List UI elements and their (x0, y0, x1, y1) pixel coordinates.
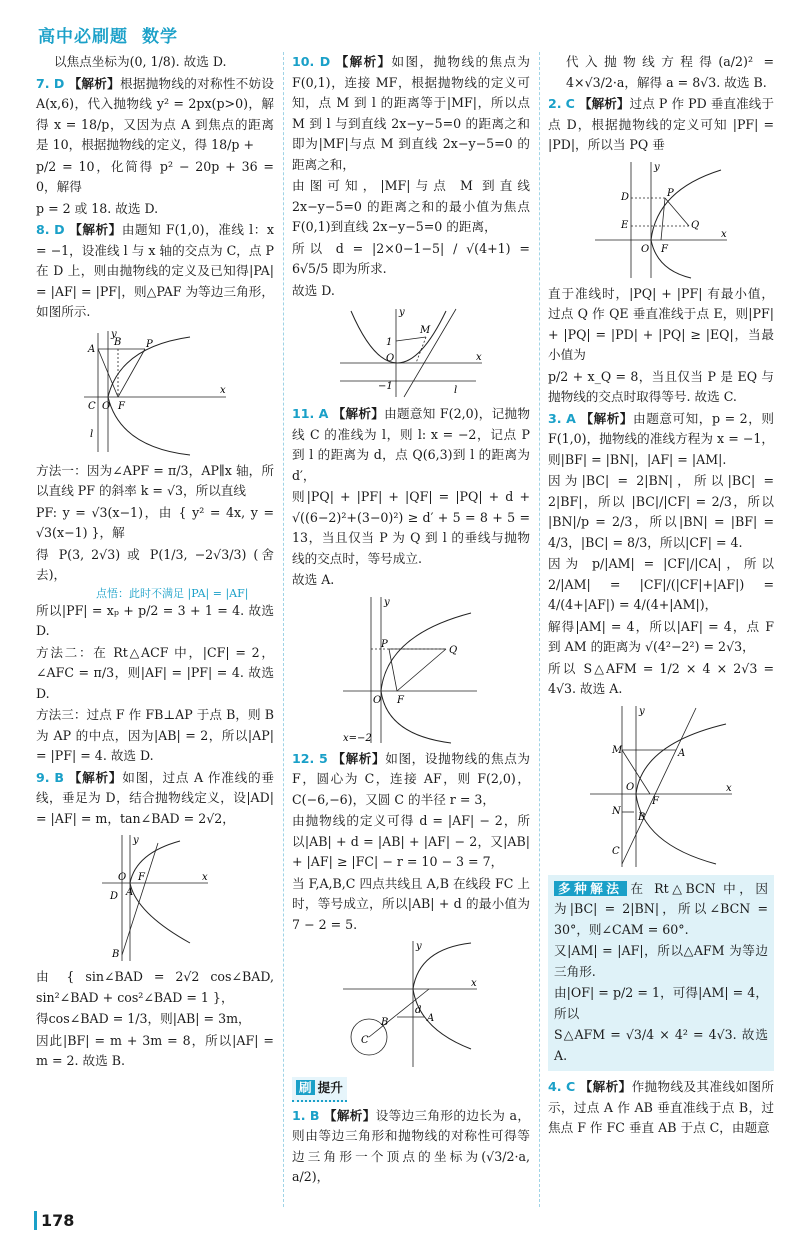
solution-text: p/2 + x_Q = 8，当且仅当 P 是 EQ 与抛物线的交点时取得等号. 故选 C. (548, 368, 774, 404)
analysis-tag: 【解析】 (579, 1079, 632, 1094)
solution-1 (292, 1106, 530, 1188)
solution-text: 根据抛物线的对称性不妨设A(x,6)，代入抛物线 y² = 2px(p>0)，解得 x = 18/p，又因为点 A 到焦点的距离是 10，根据抛物线的定义，得 18/p + (36, 75, 274, 152)
solution-9 (36, 768, 274, 830)
solution-text: 因为|BC| = 2|BN|，所以|BC| = 2|BF|，所以 |BC|/|CF| = 2/3，所以 |BN|/p = 2/3，所以|BN| = |BF| = 4/3，|BC| = 8/3，所以|CF| = 4. (548, 473, 774, 550)
label-P: P (667, 187, 674, 199)
parabola-curve (108, 337, 190, 455)
solution-3 (548, 409, 774, 700)
label-l: l (90, 428, 94, 440)
segment-MF (396, 337, 426, 341)
method-3: 方法三：过点 F 作 FB⊥AP 于点 B，则 B 为 AP 的中点，因为|AB| = 2，所以|AP| = |PF| = 4. 故选 D. (36, 707, 274, 763)
analysis-tag: 【解析】 (332, 750, 386, 766)
label-A: A (126, 887, 134, 898)
answer-letter: B (309, 1107, 320, 1123)
solution-11 (292, 404, 530, 591)
box-text: 在 Rt△BCN 中，因为|BC| = 2|BN|，所以∠BCN = 30°，则∠CAM = 60°. (554, 880, 768, 937)
answer-letter: D (54, 222, 65, 237)
answer-letter: D (319, 54, 331, 69)
label-x: x (476, 352, 482, 363)
label-D: D (110, 891, 119, 902)
column-3 (548, 52, 774, 1140)
solution-text: 如图，过点 A 作准线的垂线，垂足为 D，结合抛物线定义，设|AD| = |AF| = m，tan∠BAD = 2√2， (36, 769, 274, 826)
figure-parabola-8 (80, 327, 230, 457)
figure-parabola-2 (591, 160, 731, 280)
figure-parabola-10 (336, 305, 486, 400)
label-directrix: x=−2 (343, 732, 372, 744)
column-divider (283, 52, 285, 1207)
answer-letter: D (53, 75, 65, 91)
solution-text: 所以|PF| = xₚ + p/2 = 3 + 1 = 4. 故选 D. (36, 602, 274, 638)
answer-letter: C (565, 96, 575, 111)
section-title: 提升 (317, 1080, 343, 1095)
label-y: y (416, 941, 422, 952)
label-M: M (420, 325, 431, 336)
question-number: 3. (548, 410, 562, 426)
figure-parabola-12 (341, 939, 481, 1069)
solution-text: 由题意知 F(2,0)，记抛物线 C 的准线为 l，则 l: x = −2，记点 P 到 l 的距离为 d，点 Q(6,3)到 l 的距离为 d′， (292, 406, 531, 483)
label-minus1: −1 (378, 381, 393, 392)
label-l: l (454, 385, 458, 396)
question-number: 2. (548, 96, 562, 111)
subject-title: 数学 (142, 27, 178, 47)
solution-text: 设等边三角形的边长为 a，则由等边三角形和抛物线的对称性可得等边三角形一个顶点的坐标为(√3/2·a, a/2)， (292, 1107, 530, 1184)
solution-text: p/2 = 10，化简得 p² − 20p + 36 = 0，解得 (36, 158, 274, 194)
analysis-tag: 【解析】 (332, 406, 385, 421)
question-number: 7. (36, 75, 50, 91)
segment-PF (661, 198, 665, 240)
label-O: O (626, 781, 635, 793)
answer-letter: A (318, 406, 329, 421)
label-F: F (118, 400, 125, 412)
label-C: C (88, 400, 96, 412)
solution-text: 则|PQ| + |PF| + |QF| = |PQ| + d + √((6−2)²+(3−0)²) ≥ d′ + 5 = 8 + 5 = 13，当且仅当 P 为 Q 到 l 的垂线与抛物线的交点时，等号成立. (292, 489, 530, 566)
label-O: O (102, 400, 111, 412)
label-O: O (118, 872, 127, 883)
analysis-tag: 【解析】 (335, 54, 392, 69)
solution-text: 由 { sin∠BAD = 2√2 cos∠BAD, sin²∠BAD + cos²∠BAD = 1 }， (36, 969, 274, 1005)
label-B: B (638, 811, 646, 823)
label-N: N (612, 805, 621, 817)
analysis-tag: 【解析】 (578, 96, 630, 111)
solution-text: 如图，设抛物线的焦点为 F，圆心为 C，连接 AF，则 F(2,0)，C(−6,−6)，又圆 C 的半径 r = 3， (292, 750, 531, 807)
analysis-tag: 【解析】 (580, 410, 634, 426)
analysis-tag: 【解析】 (323, 1107, 376, 1123)
analysis-tag: 【解析】 (68, 75, 120, 91)
label-y: y (133, 835, 139, 846)
line-2x-y-5 (404, 309, 456, 397)
section-badge: 刷 (296, 1080, 315, 1095)
page-number: 178 (34, 1211, 74, 1230)
text-line: 代入抛物线方程得(a/2)² = 4×√3/2·a，解得 a = 8√3. 故选 B. (566, 54, 774, 90)
question-number: 1. (292, 1107, 306, 1123)
question-number: 4. (548, 1079, 562, 1094)
line-AB (122, 843, 158, 955)
label-B: B (112, 949, 120, 960)
solution-text: 由图可知，|MF|与点 M 到直线 2x−y−5=0 的距离之和的最小值为焦点 F(0,1)到直线 2x−y−5=0 的距离， (292, 178, 530, 234)
solution-text: 因此|BF| = m + 3m = 8，所以|AF| = m = 2. 故选 B. (36, 1032, 274, 1068)
running-header (38, 22, 192, 47)
label-A: A (88, 343, 96, 355)
solution-text: 故选 A. (292, 572, 335, 587)
label-O: O (641, 243, 650, 255)
label-y: y (111, 328, 117, 340)
label-O: O (373, 694, 382, 706)
label-O: O (386, 353, 395, 364)
method-1 (36, 461, 274, 642)
solution-text: 由题意可知，p = 2，则 F(1,0)，抛物线的准线方程为 x = −1，则|BF| = |BN|，|AF| = |AM|. (548, 410, 774, 467)
label-x: x (721, 228, 727, 240)
box-text: S△AFM = √3/4 × 4² = 4√3. 故选 A. (554, 1027, 768, 1063)
label-F: F (652, 795, 659, 807)
label-1: 1 (386, 337, 393, 348)
label-x: x (471, 978, 477, 989)
label-y: y (384, 596, 390, 608)
solution-text: p = 2 或 18. 故选 D. (36, 200, 159, 216)
label-F: F (661, 243, 668, 255)
segment-PF (118, 349, 145, 397)
column-1 (36, 52, 274, 1073)
solution-text: 作抛物线及其准线如图所示，过点 A 作 AB 垂直准线于点 B，过焦点 F 作 FC 垂直 AB 于点 C，由题意 (548, 1079, 774, 1135)
label-y: y (399, 307, 405, 318)
solution-text: 直于准线时，|PQ| + |PF| 有最小值，过点 Q 作 QE 垂直准线于点 E，则|PF| + |PQ| = |PD| + |PQ| ≥ |EQ|，当最小值为 (548, 285, 774, 362)
label-x: x (220, 384, 226, 396)
label-C: C (612, 845, 620, 857)
label-P: P (381, 638, 388, 650)
label-Q: Q (449, 644, 458, 656)
parabola-curve (351, 311, 446, 363)
solution-4 (548, 1077, 774, 1139)
question-number: 8. (36, 222, 50, 237)
solution-10 (292, 52, 530, 301)
figure-parabola-9 (100, 833, 210, 963)
segment-QF (397, 649, 446, 691)
answer-letter: 5 (318, 750, 328, 766)
label-x: x (726, 782, 732, 794)
segment-PQ (665, 198, 689, 226)
solution-text: 由抛物线的定义可得 d = |AF| − 2，所以|AB| + d = |AB| + |AF| − 2，又|AB| + |AF| ≥ |FC| − r = 10 − 3 = 7， (292, 813, 530, 869)
label-C: C (361, 1035, 369, 1046)
label-B: B (381, 1017, 389, 1028)
label-F: F (138, 872, 145, 883)
figure-parabola-3 (586, 704, 736, 869)
solution-text: 因为 p/|AM| = |CF|/|CA|，所以 2/|AM| = |CF|/(|CF|+|AF|) = 4/(4+|AF|) = 4/(4+|AM|)， (548, 556, 774, 612)
label-D: D (621, 191, 630, 203)
label-B: B (114, 336, 122, 348)
parabola-curve (413, 943, 471, 1049)
answer-letter: A (566, 410, 576, 426)
figure-parabola-11 (341, 595, 481, 745)
label-y: y (654, 161, 660, 173)
label-F: F (397, 694, 404, 706)
question-number: 10. (292, 54, 315, 69)
label-E: E (621, 219, 629, 231)
label-A: A (427, 1013, 435, 1024)
solution-text: 得 P(3, 2√3) 或 P(1/3, −2√3/3) (舍去)， (36, 546, 274, 582)
tip-note: 点悟：此时不满足 |PA| = |AF| (96, 586, 249, 600)
answer-letter: C (565, 1079, 576, 1094)
section-heading (292, 1077, 347, 1102)
label-x: x (202, 872, 208, 883)
box-text: 又|AM| = |AF|，所以△AFM 为等边三角形. (554, 943, 768, 979)
parabola-curve (651, 170, 721, 278)
box-tag: 多种解法 (554, 881, 627, 896)
label-y: y (639, 705, 645, 717)
solution-text: 得cos∠BAD = 1/3，则|AB| = 3m， (36, 1011, 251, 1026)
solution-2 (548, 94, 774, 156)
solution-text: 解得|AM| = 4，所以|AF| = 4，点 F 到 AM 的距离为 √(4²−2²) = 2√3， (548, 618, 774, 654)
label-P: P (146, 338, 153, 350)
column-divider (539, 52, 541, 1207)
column-2 (292, 52, 530, 1189)
alternative-solution-box (548, 875, 774, 1072)
book-title: 高中必刷题 (38, 27, 128, 47)
solution-text: 所以 d = |2×0−1−5| / √(4+1) = 6√5/5 即为所求. (292, 240, 530, 276)
label-d: d (415, 1005, 422, 1016)
segment-M-perp (416, 337, 426, 363)
parabola-curve (130, 841, 190, 943)
question-number: 12. (292, 750, 315, 766)
solution-text: 故选 D. (292, 282, 335, 298)
solution-12 (292, 749, 530, 936)
solution-text: 所以 S△AFM = 1/2 × 4 × 2√3 = 4√3. 故选 A. (548, 660, 774, 696)
label-Q: Q (691, 219, 700, 231)
solution-text: 由题知 F(1,0)，准线 l：x = −1，设准线 l 与 x 轴的交点为 C，点 P 在 D 上，则由抛物线的定义及已知得|PA| = |AF| = |PF|，则△PAF 为等边三角形，如图所示. (36, 222, 274, 319)
text-line: 以焦点坐标为(0, 1/8). 故选 D. (54, 54, 227, 69)
solution-text: PF: y = √3(x−1)，由 { y² = 4x, y = √3(x−1) }，解 (36, 504, 274, 540)
analysis-tag: 【解析】 (68, 769, 123, 785)
solution-text: 当 F,A,B,C 四点共线且 A,B 在线段 FC 上时，等号成立，所以|AB| + d 的最小值为 7 − 2 = 5. (292, 875, 530, 932)
question-number: 9. (36, 769, 50, 785)
answer-letter: B (54, 769, 64, 785)
label-A: A (678, 747, 686, 759)
analysis-tag: 【解析】 (69, 222, 122, 237)
solution-7 (36, 74, 274, 220)
question-number: 11. (292, 406, 315, 421)
solution-text: 过点 P 作 PD 垂直准线于点 D，根据抛物线的定义可知 |PF| = |PD|，所以当 PQ 垂 (548, 96, 774, 152)
solution-text: 如图，抛物线的焦点为 F(0,1)，连接 MF，根据抛物线的定义可知，点 M 到 l 的距离等于|MF|，所以点 M 到 l 与到直线 2x−y−5=0 的距离之和即为|MF|与点 M 到直线 2x−y−5=0 的距离之和， (292, 54, 531, 172)
label-M: M (612, 744, 623, 756)
box-text: 由|OF| = p/2 = 1，可得|AM| = 4，所以 (554, 985, 768, 1021)
method-2: 方法二：在 Rt△ACF 中，|CF| = 2，∠AFC = π/3，则|AF| = |PF| = 4. 故选 D. (36, 644, 274, 701)
solution-8 (36, 220, 274, 323)
solution-text: 方法一：因为∠APF = π/3，AP∥x 轴，所以直线 PF 的斜率 k = √3，所以直线 (36, 462, 274, 498)
